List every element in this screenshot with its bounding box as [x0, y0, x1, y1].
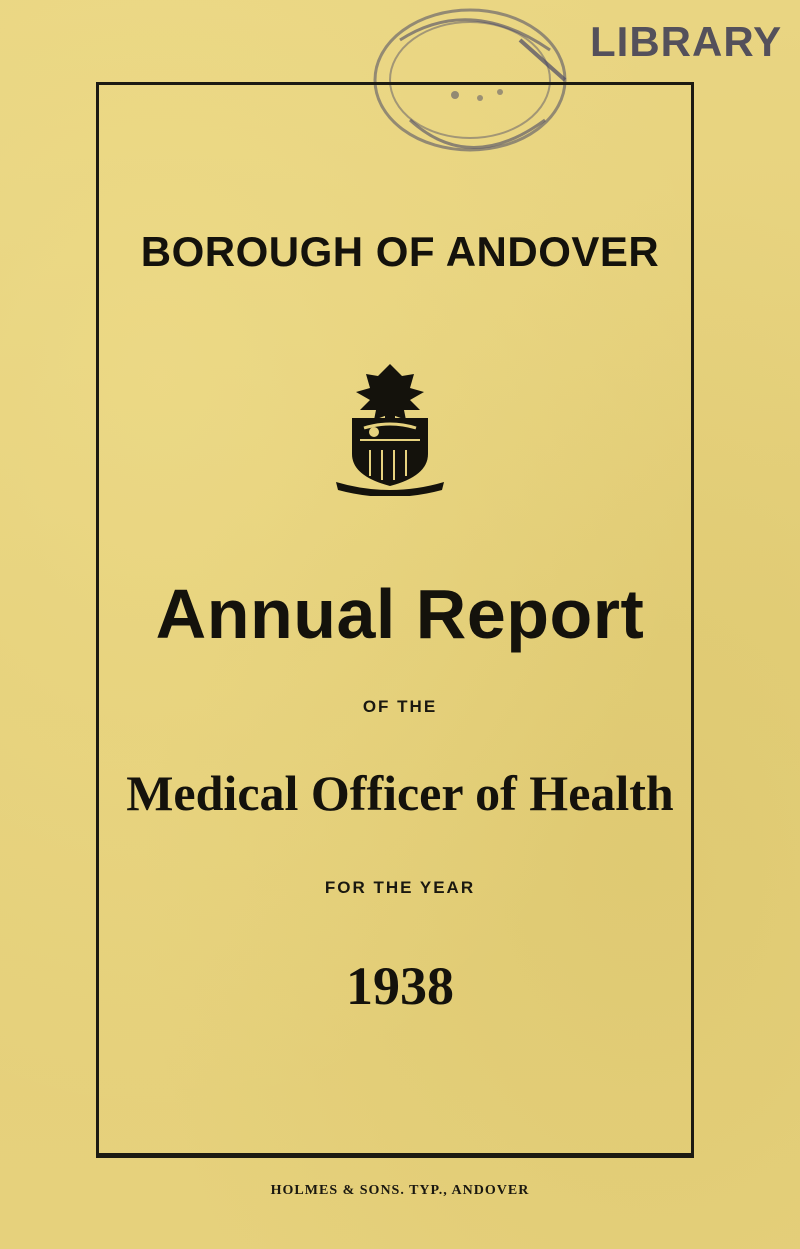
library-stamp-text: LIBRARY: [590, 18, 783, 65]
for-the-year-line: FOR THE YEAR: [324, 878, 476, 897]
borough-heading: BOROUGH OF ANDOVER: [140, 228, 660, 275]
of-the-line: OF THE: [362, 697, 438, 716]
report-year: 1938: [346, 956, 454, 1016]
borough-crest-icon: [330, 358, 450, 496]
report-subtitle: Medical Officer of Health: [126, 765, 674, 821]
printer-imprint: HOLMES & SONS. TYP., ANDOVER: [270, 1183, 530, 1198]
report-title: Annual Report: [155, 575, 645, 653]
